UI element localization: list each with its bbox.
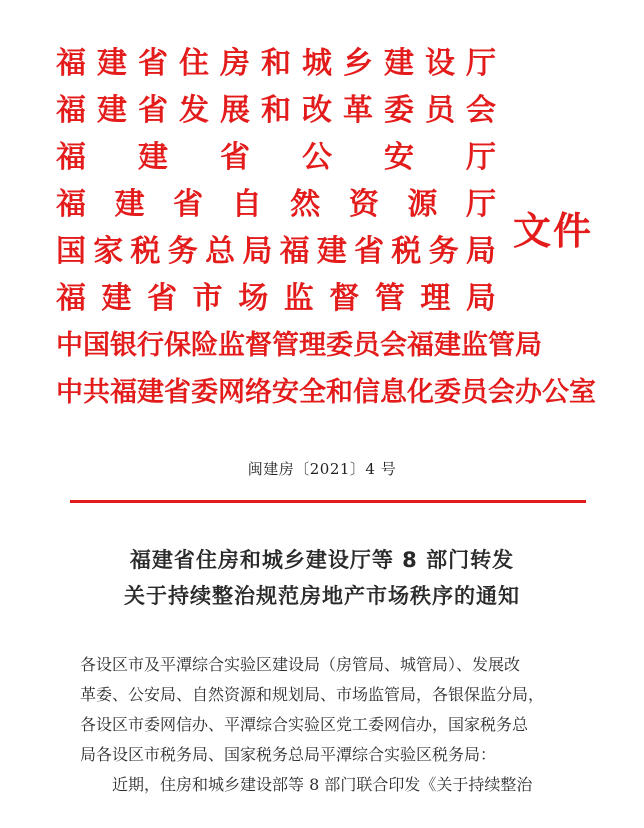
department-char: 省: [354, 234, 385, 269]
department-char: 厅: [465, 187, 496, 222]
department-char: 局: [465, 281, 496, 316]
department-char: 员: [353, 330, 380, 361]
department-char: 省: [173, 187, 204, 222]
department-char: 城: [302, 46, 332, 81]
department-char: 监: [218, 330, 245, 361]
department-char: 房: [220, 46, 250, 81]
department-char: 中: [56, 330, 83, 361]
document-body: [80, 650, 592, 800]
department-char: 税: [130, 234, 161, 269]
title-line-2: 关于持续整治规范房地产市场秩序的通知: [124, 584, 520, 608]
department-char: 化: [407, 377, 434, 408]
department-char: 督: [245, 330, 272, 361]
department-char: 和: [261, 93, 291, 128]
department-char: 中: [56, 377, 83, 408]
department-char: 会: [488, 377, 515, 408]
department-char: 乡: [343, 46, 373, 81]
document-title: [0, 542, 644, 614]
department-char: 全: [299, 377, 326, 408]
document-number: 闽建房〔2021〕4 号: [247, 460, 397, 478]
department-char: 福: [407, 330, 434, 361]
department-char: 委: [434, 377, 461, 408]
department-char: 管: [374, 281, 405, 316]
department-line: [56, 228, 496, 275]
department-char: 务: [167, 234, 198, 269]
department-char: 监: [283, 281, 314, 316]
department-char: 福: [56, 187, 86, 222]
department-char: 和: [261, 46, 291, 81]
department-char: 安: [272, 377, 299, 408]
department-char: 公: [542, 377, 569, 408]
department-line: [56, 322, 542, 369]
department-char: 建: [97, 46, 127, 81]
department-char: 会: [380, 330, 407, 361]
department-char: 住: [179, 46, 209, 81]
department-char: 委: [384, 93, 414, 128]
department-char: 建: [384, 46, 414, 81]
department-line: [56, 87, 496, 134]
department-char: 然: [290, 187, 321, 222]
department-char: 国: [83, 330, 110, 361]
department-char: 理: [420, 281, 451, 316]
red-divider: [70, 500, 586, 503]
body-line: 局各设区市税务局、国家税务总局平潭综合实验区税务局：: [80, 745, 497, 764]
department-char: 行: [137, 330, 164, 361]
department-char: 共: [83, 377, 110, 408]
department-char: 总: [205, 234, 236, 269]
department-char: 息: [380, 377, 407, 408]
department-char: 建: [137, 377, 164, 408]
department-char: 局: [515, 330, 542, 361]
department-char: 委: [326, 330, 353, 361]
department-char: 员: [425, 93, 455, 128]
body-line: 各设区市及平潭综合实验区建设局（房管局、城管局）、发展改: [80, 655, 521, 674]
department-char: 省: [138, 46, 168, 81]
department-char: 设: [425, 46, 455, 81]
department-char: 省: [147, 281, 178, 316]
department-char: 资: [348, 187, 379, 222]
department-char: 家: [93, 234, 124, 269]
department-char: 建: [434, 330, 461, 361]
department-char: 险: [191, 330, 218, 361]
department-char: 建: [316, 234, 347, 269]
department-char: 省: [220, 140, 250, 175]
department-char: 公: [302, 140, 332, 175]
department-line: [56, 275, 496, 322]
department-char: 员: [461, 377, 488, 408]
department-char: 建: [97, 93, 127, 128]
department-char: 自: [231, 187, 262, 222]
department-char: 管: [272, 330, 299, 361]
department-char: 理: [299, 330, 326, 361]
department-char: 会: [466, 93, 496, 128]
department-char: 源: [407, 187, 438, 222]
department-char: 建: [114, 187, 145, 222]
body-line: 革委、公安局、自然资源和规划局、市场监管局，各银保监分局，: [80, 685, 545, 704]
department-char: 福: [56, 140, 86, 175]
department-char: 信: [353, 377, 380, 408]
department-char: 局: [242, 234, 273, 269]
department-char: 福: [110, 377, 137, 408]
department-char: 福: [56, 93, 86, 128]
department-char: 和: [326, 377, 353, 408]
department-char: 局: [465, 234, 496, 269]
department-char: 安: [384, 140, 414, 175]
department-char: 福: [56, 281, 86, 316]
department-char: 国: [56, 234, 86, 269]
department-char: 改: [302, 93, 332, 128]
document-label: 文件: [513, 209, 594, 253]
department-char: 省: [164, 377, 191, 408]
department-char: 络: [245, 377, 272, 408]
department-char: 税: [391, 234, 422, 269]
body-line: 近期，住房和城乡建设部等 8 部门联合印发《关于持续整治: [112, 775, 533, 794]
department-char: 厅: [466, 140, 496, 175]
department-char: 场: [238, 281, 269, 316]
department-char: 保: [164, 330, 191, 361]
department-line: [56, 181, 496, 228]
department-char: 网: [218, 377, 245, 408]
department-char: 福: [56, 46, 86, 81]
department-line: [56, 40, 496, 87]
department-char: 督: [329, 281, 360, 316]
department-char: 监: [461, 330, 488, 361]
department-char: 展: [220, 93, 250, 128]
department-line: [56, 369, 596, 416]
department-char: 福: [279, 234, 310, 269]
department-char: 建: [138, 140, 168, 175]
department-char: 管: [488, 330, 515, 361]
title-line-1: 福建省住房和城乡建设厅等 8 部门转发: [129, 548, 515, 572]
department-char: 办: [515, 377, 542, 408]
department-char: 厅: [466, 46, 496, 81]
department-char: 银: [110, 330, 137, 361]
department-char: 市: [192, 281, 223, 316]
department-char: 室: [569, 377, 596, 408]
body-line: 各设区市委网信办、平潭综合实验区党工委网信办，国家税务总: [80, 715, 529, 734]
department-line: [56, 134, 496, 181]
department-char: 省: [138, 93, 168, 128]
department-char: 委: [191, 377, 218, 408]
department-char: 建: [101, 281, 132, 316]
department-char: 务: [428, 234, 459, 269]
department-char: 发: [179, 93, 209, 128]
department-char: 革: [343, 93, 373, 128]
